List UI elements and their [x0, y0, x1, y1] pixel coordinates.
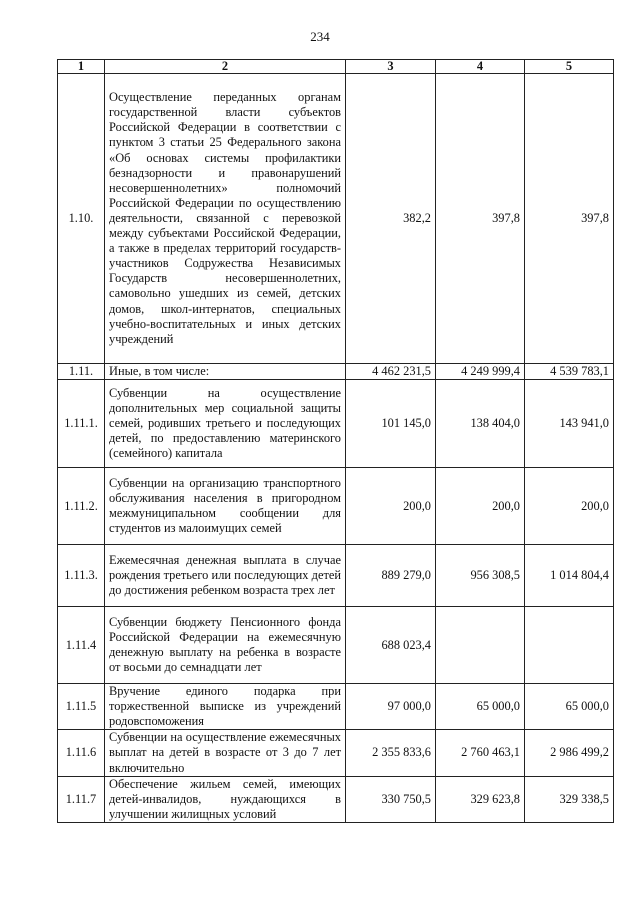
column-header-1: 1 [58, 60, 105, 74]
row-description: Обеспечение жильем семей, имеющих детей-инвалидов, нуждающихся в улучшении жилищных условий [105, 776, 346, 822]
table-row [58, 730, 614, 776]
value-col3: 101 145,0 [346, 380, 436, 468]
row-number: 1.11.7 [58, 776, 105, 822]
row-description: Субвенции на организацию транспортного обслуживания населения в пригородном межмуниципальном сообщении для студентов из малоимущих семей [105, 468, 346, 545]
row-number: 1.11.2. [58, 468, 105, 545]
value-col5: 1 014 804,4 [525, 545, 614, 607]
value-col4: 956 308,5 [436, 545, 525, 607]
value-col5 [525, 607, 614, 684]
value-col4: 2 760 463,1 [436, 730, 525, 776]
row-description: Вручение единого подарка при торжественной выписке из учреждений родовспоможения [105, 684, 346, 730]
table-row [58, 380, 614, 468]
table-row [58, 607, 614, 684]
table-row [58, 74, 614, 364]
row-description: Субвенции бюджету Пенсионного фонда Российской Федерации на ежемесячную денежную выплату на ребенка в возрасте от восьми до семнадцати лет [105, 607, 346, 684]
value-col5: 200,0 [525, 468, 614, 545]
table-row [58, 468, 614, 545]
value-col4 [436, 607, 525, 684]
value-col4: 397,8 [436, 74, 525, 364]
value-col5: 329 338,5 [525, 776, 614, 822]
value-col3: 4 462 231,5 [346, 364, 436, 380]
row-description: Субвенции на осуществление ежемесячных выплат на детей в возрасте от 3 до 7 лет включительно [105, 730, 346, 776]
value-col3: 97 000,0 [346, 684, 436, 730]
column-header-5: 5 [525, 60, 614, 74]
table-row [58, 545, 614, 607]
value-col5: 2 986 499,2 [525, 730, 614, 776]
row-number: 1.11.4 [58, 607, 105, 684]
value-col3: 382,2 [346, 74, 436, 364]
value-col4: 200,0 [436, 468, 525, 545]
value-col3: 200,0 [346, 468, 436, 545]
row-number: 1.11. [58, 364, 105, 380]
table-header-row [58, 60, 614, 74]
table-row [58, 364, 614, 380]
row-description: Ежемесячная денежная выплата в случае рождения третьего или последующих детей до достижения ребенком возраста трех лет [105, 545, 346, 607]
row-number: 1.11.5 [58, 684, 105, 730]
value-col4: 138 404,0 [436, 380, 525, 468]
value-col5: 397,8 [525, 74, 614, 364]
column-header-2: 2 [105, 60, 346, 74]
value-col3: 889 279,0 [346, 545, 436, 607]
table-row [58, 684, 614, 730]
column-header-4: 4 [436, 60, 525, 74]
row-description: Субвенции на осуществление дополнительных мер социальной защиты семей, родивших третьего и последующих детей, по предоставлению материнского (семейного) капитала [105, 380, 346, 468]
page-number: 234 [310, 29, 330, 44]
table-row [58, 776, 614, 822]
value-col5: 4 539 783,1 [525, 364, 614, 380]
value-col5: 143 941,0 [525, 380, 614, 468]
row-number: 1.11.1. [58, 380, 105, 468]
row-number: 1.11.3. [58, 545, 105, 607]
row-description: Осуществление переданных органам государственной власти субъектов Российской Федерации в соответствии с пунктом 3 статьи 25 Федерального закона «Об основах системы профилактики безнадзорности и правонарушений несовершеннолетних» полномочий Российской Федерации по осуществлению деятельности, связанной с перевозкой между субъектами Российской Федерации, а также в пределах территорий государств-участников Содружества Независимых Государств несовершеннолетних, самовольно ушедших из семей, детских домов, школ-интернатов, специальных учебно-воспитательных и иных детских учреждений [105, 74, 346, 364]
row-description: Иные, в том числе: [105, 364, 346, 380]
budget-table [57, 59, 614, 823]
row-number: 1.11.6 [58, 730, 105, 776]
value-col3: 688 023,4 [346, 607, 436, 684]
value-col3: 2 355 833,6 [346, 730, 436, 776]
value-col4: 329 623,8 [436, 776, 525, 822]
value-col4: 4 249 999,4 [436, 364, 525, 380]
column-header-3: 3 [346, 60, 436, 74]
value-col5: 65 000,0 [525, 684, 614, 730]
value-col4: 65 000,0 [436, 684, 525, 730]
row-number: 1.10. [58, 74, 105, 364]
value-col3: 330 750,5 [346, 776, 436, 822]
